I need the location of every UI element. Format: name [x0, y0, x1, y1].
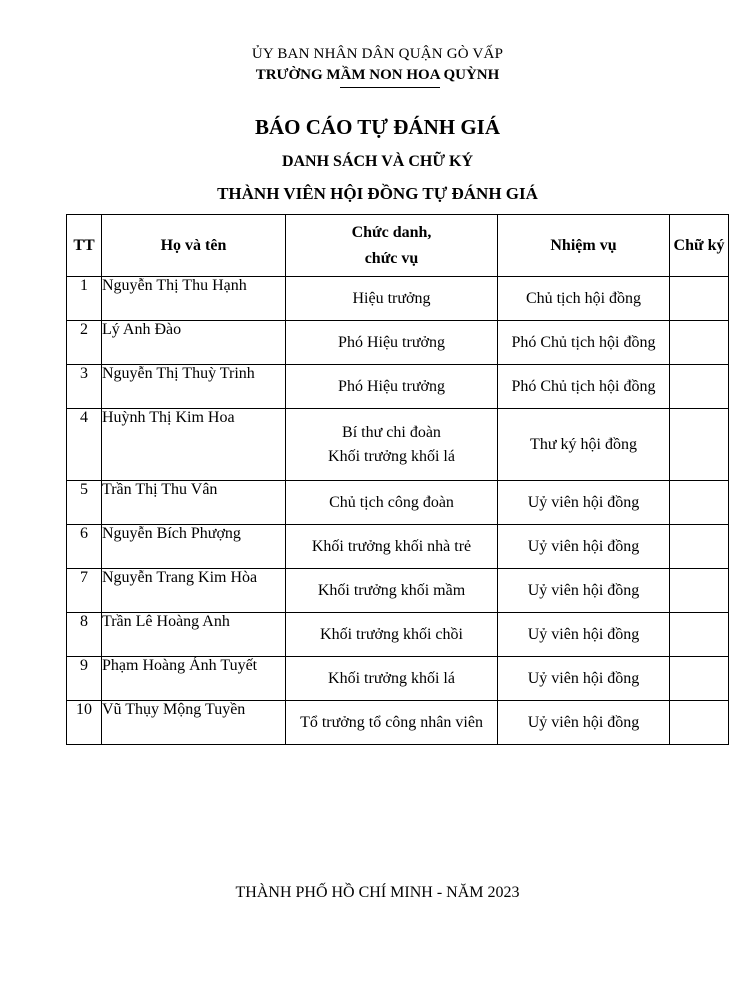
cell-duty: Uỷ viên hội đồng — [498, 657, 670, 701]
cell-role-line: Hiệu trưởng — [352, 289, 431, 307]
report-title: BÁO CÁO TỰ ĐÁNH GIÁ — [254, 115, 501, 139]
report-subtitle-council: THÀNH VIÊN HỘI ĐỒNG TỰ ĐÁNH GIÁ — [217, 184, 538, 203]
header-signature: Chữ ký — [670, 215, 729, 277]
cell-tt: 5 — [67, 481, 102, 525]
table-row — [67, 569, 729, 613]
cell-duty: Phó Chủ tịch hội đồng — [498, 365, 670, 409]
table-row — [67, 481, 729, 525]
table-header-row — [67, 215, 729, 277]
cell-tt: 2 — [67, 321, 102, 365]
cell-duty: Uỷ viên hội đồng — [498, 701, 670, 745]
cell-role — [286, 365, 498, 409]
cell-name: Nguyễn Trang Kim Hòa — [102, 569, 286, 613]
cell-role-line: Khối trưởng khối chồi — [320, 625, 463, 643]
cell-name: Trần Lê Hoàng Anh — [102, 613, 286, 657]
table-row — [67, 701, 729, 745]
cell-name: Nguyễn Thị Thu Hạnh — [102, 277, 286, 321]
table-row — [67, 613, 729, 657]
cell-tt: 10 — [67, 701, 102, 745]
cell-name: Nguyễn Bích Phượng — [102, 525, 286, 569]
header-role — [286, 215, 498, 277]
table-row — [67, 277, 729, 321]
table-row — [67, 657, 729, 701]
cell-name: Phạm Hoàng Ánh Tuyết — [102, 657, 286, 701]
cell-signature — [670, 481, 729, 525]
org-name-district: ỦY BAN NHÂN DÂN QUẬN GÒ VẤP — [251, 46, 504, 62]
cell-role — [286, 569, 498, 613]
cell-signature — [670, 321, 729, 365]
cell-role — [286, 657, 498, 701]
cell-role — [286, 321, 498, 365]
header-role-line1: Chức danh, — [351, 223, 432, 241]
cell-name: Lý Anh Đào — [102, 321, 286, 365]
cell-tt: 7 — [67, 569, 102, 613]
cell-tt: 3 — [67, 365, 102, 409]
header-role-line2: chức vụ — [364, 249, 419, 267]
cell-role — [286, 701, 498, 745]
cell-name: Nguyễn Thị Thuỳ Trinh — [102, 365, 286, 409]
cell-name: Vũ Thụy Mộng Tuyền — [102, 701, 286, 745]
cell-duty: Thư ký hội đồng — [498, 409, 670, 481]
cell-signature — [670, 613, 729, 657]
header-tt: TT — [67, 215, 102, 277]
cell-role — [286, 525, 498, 569]
cell-signature — [670, 365, 729, 409]
cell-signature — [670, 657, 729, 701]
cell-tt: 1 — [67, 277, 102, 321]
cell-role — [286, 613, 498, 657]
cell-signature — [670, 701, 729, 745]
cell-signature — [670, 277, 729, 321]
cell-role-line: Khối trưởng khối lá — [328, 669, 455, 687]
cell-role-line: Khối trưởng khối nhà trẻ — [311, 537, 472, 555]
footer-place-year: THÀNH PHỐ HỒ CHÍ MINH - NĂM 2023 — [235, 884, 520, 901]
table-body — [67, 277, 729, 745]
cell-role-line: Tổ trưởng tổ công nhân viên — [300, 713, 483, 731]
cell-duty: Chủ tịch hội đồng — [498, 277, 670, 321]
table-row — [67, 525, 729, 569]
org-name-school: TRƯỜNG MẦM NON HOA QUỲNH — [255, 67, 500, 83]
cell-tt: 6 — [67, 525, 102, 569]
cell-role-line: Khối trưởng khối lá — [328, 447, 455, 465]
cell-role-line: Khối trưởng khối mầm — [317, 581, 466, 599]
cell-tt: 9 — [67, 657, 102, 701]
cell-role — [286, 277, 498, 321]
report-subtitle: DANH SÁCH VÀ CHỮ KÝ — [281, 153, 474, 170]
cell-role — [286, 481, 498, 525]
header-underline — [340, 87, 440, 88]
cell-role-line: Phó Hiệu trưởng — [338, 377, 445, 395]
cell-tt: 4 — [67, 409, 102, 481]
cell-role — [286, 409, 498, 481]
cell-name: Huỳnh Thị Kim Hoa — [102, 409, 286, 481]
cell-duty: Uỷ viên hội đồng — [498, 613, 670, 657]
table-row — [67, 321, 729, 365]
cell-duty: Uỷ viên hội đồng — [498, 481, 670, 525]
cell-role-line: Phó Hiệu trưởng — [338, 333, 445, 351]
cell-duty: Uỷ viên hội đồng — [498, 569, 670, 613]
cell-signature — [670, 569, 729, 613]
table-row — [67, 409, 729, 481]
cell-name: Trần Thị Thu Vân — [102, 481, 286, 525]
table-row — [67, 365, 729, 409]
cell-role-line: Bí thư chi đoàn — [342, 423, 441, 441]
header-duty: Nhiệm vụ — [498, 215, 670, 277]
council-members-table — [66, 214, 729, 745]
cell-duty: Uỷ viên hội đồng — [498, 525, 670, 569]
cell-tt: 8 — [67, 613, 102, 657]
cell-duty: Phó Chủ tịch hội đồng — [498, 321, 670, 365]
cell-signature — [670, 409, 729, 481]
cell-signature — [670, 525, 729, 569]
header-name: Họ và tên — [102, 215, 286, 277]
cell-role-line: Chủ tịch công đoàn — [329, 493, 454, 511]
